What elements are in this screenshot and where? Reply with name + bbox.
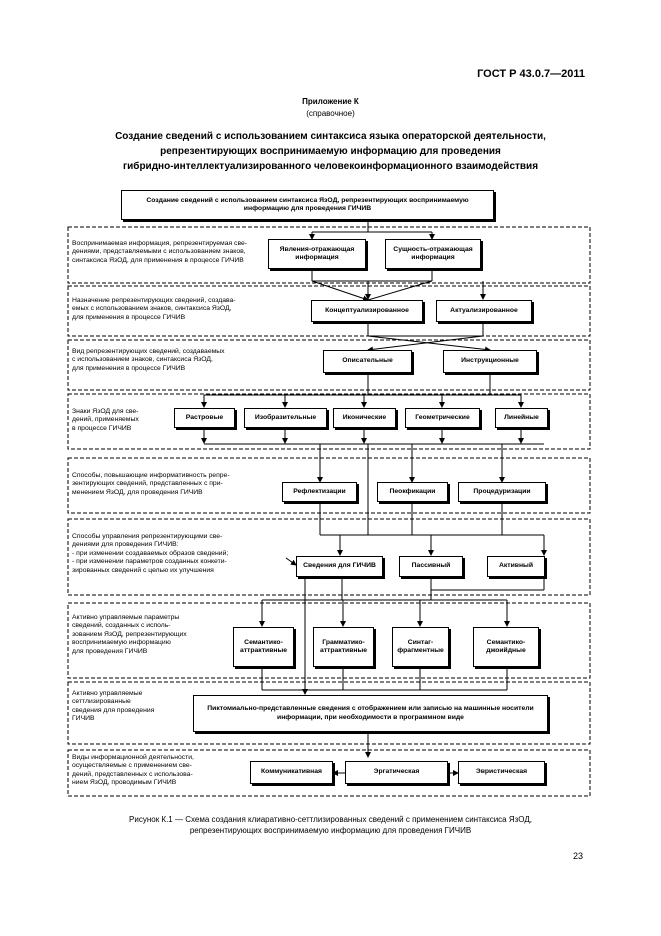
- box-geometric: Геометрические: [405, 408, 480, 428]
- box-communicative: Коммуникативная: [250, 761, 333, 784]
- box-semantic-attractive: Семантико-аттрактивные: [233, 627, 294, 667]
- top-box-creation: Создание сведений с использованием синтаксиса ЯзОД, репрезентирующих воспринимаемую информацию для проведения ГИЧИВ: [121, 190, 494, 220]
- box-passive: Пассивный: [399, 556, 463, 577]
- box-grammatic-attractive: Грамматико-аттрактивные: [313, 627, 374, 667]
- box-active: Активный: [487, 556, 545, 577]
- box-instructional: Инструкционные: [443, 350, 537, 373]
- box-essence-info: Сущность-отражающая информация: [385, 239, 481, 269]
- row-label-activity-types: Виды информационной деятельности, осуществляемые с применением све- дений, представленных с использова- нием ЯзОД, проводимым ГИЧИВ: [72, 754, 194, 787]
- box-actualized: Актуализированное: [436, 300, 532, 322]
- row-label-kind: Вид репрезентирующих сведений, создаваемых с использованием знаков, синтаксиса ЯзОД, для применения в процессе ГИЧИВ: [72, 348, 225, 372]
- box-syntag-fragment: Синтаг-фрагментные: [392, 627, 449, 667]
- page-title-line-2: репрезентирующих воспринимаемую информацию для проведения: [160, 146, 501, 157]
- page-number: 23: [572, 851, 583, 861]
- box-reflectization: Рефлектизации: [282, 482, 357, 502]
- box-phenomenon-info: Явления-отражающая информация: [268, 239, 366, 269]
- box-raster: Растровые: [174, 408, 235, 428]
- box-semantic-joid: Семантико-джоийдные: [473, 627, 539, 667]
- box-pictorial: Изобразительные: [244, 408, 327, 428]
- appendix-label: Приложение К: [302, 97, 359, 106]
- row-label-purpose: Назначение репрезентирующих сведений, создава- емых с использованием знаков, синтаксиса ЯзОД, для применения в процессе ГИЧИВ: [72, 297, 236, 321]
- standard-designation: ГОСТ Р 43.0.7—2011: [477, 68, 585, 80]
- box-descriptive: Описательные: [323, 350, 412, 373]
- page-title-line-3: гибридно-интеллектуализированного человекоинформационного взаимодействия: [122, 161, 539, 172]
- box-proceduralization: Процедуризации: [458, 482, 546, 502]
- box-ergatic: Эргатическая: [345, 761, 448, 784]
- row-label-signs: Знаки ЯзОД для све- дений, применяемых в процессе ГИЧИВ: [72, 408, 139, 432]
- box-iconic: Иконические: [333, 408, 396, 428]
- box-peokfication: Пеокфикации: [377, 482, 448, 502]
- page-title-line-1: Создание сведений с использованием синтаксиса языка операторской деятельности,: [115, 131, 546, 142]
- row-label-control-methods: Способы управления репрезентирующими све- дениями для проведения ГИЧИВ: - при изменении создаваемых образов сведений; - при изменении параметров созданных конкети- зированных сведений с целью их улучшения: [72, 533, 229, 574]
- figure-caption: [0, 815, 661, 837]
- row-label-settlized: Активно управляемые сеттлизированные сведения для проведения ГИЧИВ: [72, 690, 155, 723]
- row-label-perceived-info: Воспринимаемая информация, репрезентируемая све- дениями, представляемыми с использованием знаков, синтаксиса ЯзОД, для применения в процессе ГИЧИВ: [72, 240, 248, 264]
- box-linear: Линейные: [495, 408, 548, 428]
- figure-caption-line-1: Рисунок К.1 — Схема создания клиаративно-сеттлизированных сведений с применением синтаксиса ЯзОД,: [129, 815, 532, 824]
- box-info-for-hihi: Сведения для ГИЧИВ: [296, 556, 383, 577]
- box-conceptualized: Концептуализированное: [311, 300, 423, 322]
- box-pictorial-info: Пиктомиально-представленные сведения с отображением или записью на машинные носители информации, при необходимости в программном виде: [193, 695, 548, 732]
- row-label-controlled-params: Активно управляемые параметры сведений, созданных с исполь- зованием ЯзОД, репрезентирующих воспринимаемую информацию для проведения ГИЧИВ: [72, 614, 187, 655]
- appendix-note: (справочное): [306, 109, 355, 118]
- figure-caption-line-2: репрезентирующих воспринимаемую информацию для проведения ГИЧИВ: [189, 825, 472, 835]
- row-label-methods: Способы, повышающие информативность репре- зентирующих сведений, представленных с при- менением ЯзОД, для проведения ГИЧИВ: [72, 472, 230, 496]
- box-heuristic: Эвристическая: [458, 761, 545, 784]
